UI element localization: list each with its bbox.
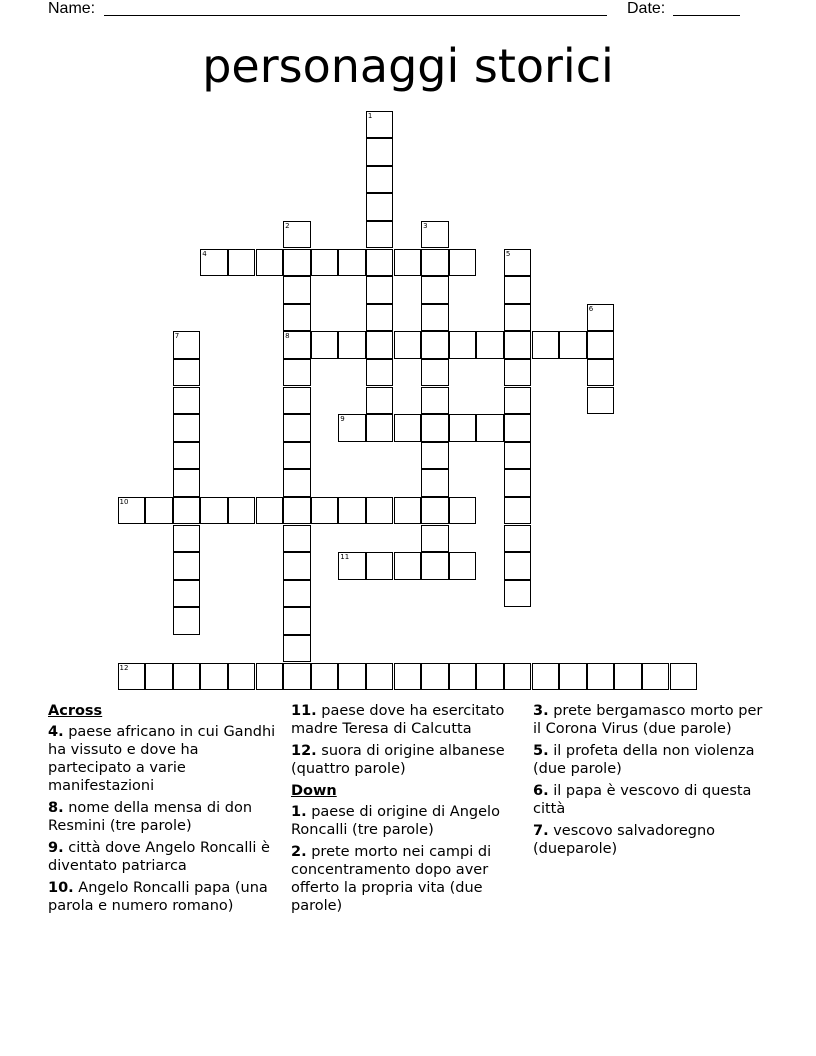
clue-text: paese africano in cui Gandhi ha vissuto e dove ha partecipato a varie manifestazioni	[48, 724, 276, 794]
grid-cell[interactable]	[118, 497, 146, 525]
grid-cell[interactable]	[366, 414, 394, 442]
grid-cell[interactable]	[311, 331, 339, 359]
grid-cell[interactable]	[421, 387, 449, 415]
clue-across-12	[291, 742, 523, 778]
cell-number: 10	[119, 497, 129, 506]
clue-down-6	[533, 782, 765, 818]
cell-number: 2	[285, 221, 290, 230]
cell-number: 9	[340, 415, 345, 424]
clue-number: 1.	[291, 804, 307, 820]
grid-cell[interactable]	[476, 414, 504, 442]
grid-cell[interactable]	[614, 663, 642, 691]
grid-cell[interactable]	[283, 387, 311, 415]
grid-cell[interactable]	[366, 497, 394, 525]
clue-column-2	[291, 702, 523, 919]
clue-column-3	[533, 702, 765, 862]
grid-cell[interactable]	[421, 442, 449, 470]
clue-number: 9.	[48, 840, 64, 856]
grid-cell[interactable]	[173, 552, 201, 580]
clue-down-1	[291, 803, 523, 839]
clue-number: 11.	[291, 703, 317, 719]
grid-cell[interactable]	[200, 249, 228, 277]
grid-cell[interactable]	[173, 414, 201, 442]
grid-cell[interactable]	[283, 442, 311, 470]
grid-cell[interactable]	[504, 276, 532, 304]
grid-cell[interactable]	[421, 276, 449, 304]
grid-cell[interactable]	[338, 552, 366, 580]
grid-cell[interactable]	[173, 387, 201, 415]
clue-text: Angelo Roncalli papa (una parola e numero romano)	[48, 880, 268, 914]
clue-text: paese dove ha esercitato madre Teresa di Calcutta	[291, 703, 505, 737]
grid-cell[interactable]	[504, 497, 532, 525]
grid-cell[interactable]	[670, 663, 698, 691]
clue-number: 8.	[48, 800, 64, 816]
grid-cell[interactable]	[338, 331, 366, 359]
grid-cell[interactable]	[366, 111, 394, 139]
clue-number: 6.	[533, 783, 549, 799]
grid-cell[interactable]	[504, 331, 532, 359]
clue-down-3	[533, 702, 765, 738]
clue-text: prete morto nei campi di concentramento dopo aver offerto la propria vita (due parole)	[291, 844, 492, 914]
grid-cell[interactable]	[449, 249, 477, 277]
grid-cell[interactable]	[504, 249, 532, 277]
grid-cell[interactable]	[587, 387, 615, 415]
clue-text: prete bergamasco morto per il Corona Virus (due parole)	[533, 703, 763, 737]
clue-number: 10.	[48, 880, 74, 896]
grid-cell[interactable]	[421, 497, 449, 525]
grid-cell[interactable]	[256, 663, 284, 691]
date-label: Date:	[627, 0, 666, 17]
grid-cell[interactable]	[145, 663, 173, 691]
grid-cell[interactable]	[366, 249, 394, 277]
grid-cell[interactable]	[394, 552, 422, 580]
grid-cell[interactable]	[394, 249, 422, 277]
grid-cell[interactable]	[173, 469, 201, 497]
grid-cell[interactable]	[421, 469, 449, 497]
grid-cell[interactable]	[283, 607, 311, 635]
grid-cell[interactable]	[394, 663, 422, 691]
grid-cell[interactable]	[532, 663, 560, 691]
grid-cell[interactable]	[283, 221, 311, 249]
grid-cell[interactable]	[366, 359, 394, 387]
grid-cell[interactable]	[532, 331, 560, 359]
cell-number: 4	[202, 249, 207, 258]
grid-cell[interactable]	[421, 552, 449, 580]
cell-number: 12	[119, 663, 129, 672]
grid-cell[interactable]	[173, 663, 201, 691]
grid-cell[interactable]	[504, 525, 532, 553]
grid-cell[interactable]	[283, 525, 311, 553]
grid-cell[interactable]	[173, 497, 201, 525]
grid-cell[interactable]	[421, 221, 449, 249]
grid-cell[interactable]	[283, 304, 311, 332]
grid-cell[interactable]	[283, 414, 311, 442]
grid-cell[interactable]	[283, 552, 311, 580]
grid-cell[interactable]	[173, 442, 201, 470]
grid-cell[interactable]	[394, 497, 422, 525]
clue-number: 4.	[48, 724, 64, 740]
grid-cell[interactable]	[449, 331, 477, 359]
grid-cell[interactable]	[587, 359, 615, 387]
grid-cell[interactable]	[504, 442, 532, 470]
grid-cell[interactable]	[338, 663, 366, 691]
clue-text: suora di origine albanese (quattro parole)	[291, 743, 505, 777]
grid-cell[interactable]	[283, 635, 311, 663]
grid-cell[interactable]	[173, 580, 201, 608]
grid-cell[interactable]	[559, 331, 587, 359]
name-label: Name:	[48, 0, 96, 17]
grid-cell[interactable]	[476, 331, 504, 359]
grid-cell[interactable]	[228, 497, 256, 525]
grid-cell[interactable]	[421, 331, 449, 359]
grid-cell[interactable]	[366, 138, 394, 166]
grid-cell[interactable]	[338, 497, 366, 525]
grid-cell[interactable]	[311, 497, 339, 525]
grid-cell[interactable]	[504, 663, 532, 691]
clue-across-4	[48, 723, 280, 795]
grid-cell[interactable]	[476, 663, 504, 691]
grid-cell[interactable]	[394, 414, 422, 442]
grid-cell[interactable]	[504, 304, 532, 332]
grid-cell[interactable]	[421, 359, 449, 387]
clue-down-7	[533, 822, 765, 858]
grid-cell[interactable]	[283, 497, 311, 525]
grid-cell[interactable]	[283, 469, 311, 497]
grid-cell[interactable]	[504, 414, 532, 442]
cell-number: 11	[340, 553, 350, 562]
grid-cell[interactable]	[587, 663, 615, 691]
clue-text: vescovo salvadoregno (dueparole)	[533, 823, 716, 857]
grid-cell[interactable]	[504, 359, 532, 387]
down-heading: Down	[291, 783, 337, 799]
clue-column-1	[48, 702, 280, 919]
grid-cell[interactable]	[642, 663, 670, 691]
clue-across-8	[48, 799, 280, 835]
clue-number: 5.	[533, 743, 549, 759]
across-heading: Across	[48, 703, 103, 719]
grid-cell[interactable]	[587, 331, 615, 359]
cell-number: 7	[174, 332, 180, 341]
grid-cell[interactable]	[283, 663, 311, 691]
grid-cell[interactable]	[283, 249, 311, 277]
clue-text: città dove Angelo Roncalli è diventato patriarca	[48, 840, 270, 874]
grid-cell[interactable]	[449, 497, 477, 525]
grid-cell[interactable]	[421, 304, 449, 332]
cell-number: 3	[423, 221, 428, 230]
clue-down-5	[533, 742, 765, 778]
grid-cell[interactable]	[283, 276, 311, 304]
grid-cell[interactable]	[366, 331, 394, 359]
grid-cell[interactable]	[366, 276, 394, 304]
grid-cell[interactable]	[449, 414, 477, 442]
page-title: personaggi storici	[202, 39, 614, 93]
grid-cell[interactable]	[504, 580, 532, 608]
grid-cell[interactable]	[421, 414, 449, 442]
grid-cell[interactable]	[421, 525, 449, 553]
grid-cell[interactable]	[283, 359, 311, 387]
clue-down-2	[291, 843, 523, 915]
grid-cell[interactable]	[449, 552, 477, 580]
grid-cell[interactable]	[118, 663, 146, 691]
clue-across-11	[291, 702, 523, 738]
grid-cell[interactable]	[173, 331, 201, 359]
grid-cell[interactable]	[504, 387, 532, 415]
clue-text: il papa è vescovo di questa città	[533, 783, 752, 817]
grid-cell[interactable]	[173, 359, 201, 387]
clue-across-10	[48, 879, 280, 915]
clue-number: 2.	[291, 844, 307, 860]
grid-cell[interactable]	[145, 497, 173, 525]
grid-cell[interactable]	[338, 249, 366, 277]
clue-text: il profeta della non violenza (due parole)	[533, 743, 755, 777]
grid-cell[interactable]	[256, 249, 284, 277]
grid-cell[interactable]	[338, 414, 366, 442]
grid-cell[interactable]	[421, 663, 449, 691]
grid-cell[interactable]	[394, 331, 422, 359]
grid-cell[interactable]	[311, 663, 339, 691]
grid-cell[interactable]	[366, 387, 394, 415]
clue-text: nome della mensa di don Resmini (tre parole)	[48, 800, 253, 834]
grid-cell[interactable]	[421, 249, 449, 277]
grid-cell[interactable]	[311, 249, 339, 277]
grid-cell[interactable]	[366, 552, 394, 580]
clue-number: 12.	[291, 743, 317, 759]
clue-text: paese di origine di Angelo Roncalli (tre parole)	[291, 804, 500, 838]
cell-number: 8	[285, 332, 290, 341]
cell-number: 6	[588, 304, 594, 313]
grid-cell[interactable]	[504, 469, 532, 497]
grid-cell[interactable]	[200, 663, 228, 691]
grid-cell[interactable]	[366, 221, 394, 249]
grid-cell[interactable]	[200, 497, 228, 525]
cell-number: 1	[367, 111, 373, 120]
grid-cell[interactable]	[283, 331, 311, 359]
grid-cell[interactable]	[449, 663, 477, 691]
clue-number: 7.	[533, 823, 549, 839]
grid-cell[interactable]	[173, 607, 201, 635]
grid-cell[interactable]	[587, 304, 615, 332]
grid-cell[interactable]	[366, 166, 394, 194]
grid-cell[interactable]	[228, 663, 256, 691]
grid-cell[interactable]	[283, 580, 311, 608]
clue-across-9	[48, 839, 280, 875]
cell-number: 5	[505, 249, 511, 258]
clue-number: 3.	[533, 703, 549, 719]
grid-cell[interactable]	[366, 663, 394, 691]
grid-cell[interactable]	[504, 552, 532, 580]
grid-cell[interactable]	[256, 497, 284, 525]
grid-cell[interactable]	[228, 249, 256, 277]
grid-cell[interactable]	[366, 193, 394, 221]
grid-cell[interactable]	[173, 525, 201, 553]
grid-cell[interactable]	[366, 304, 394, 332]
grid-cell[interactable]	[559, 663, 587, 691]
